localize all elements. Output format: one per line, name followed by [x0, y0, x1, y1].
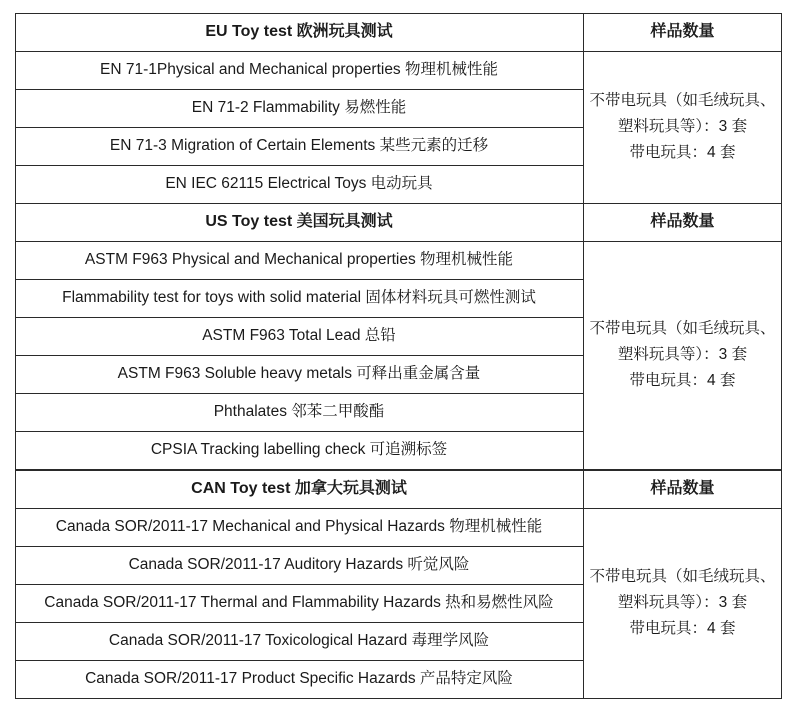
quantity-header: 样品数量: [650, 23, 715, 40]
section-bottom-border: [15, 698, 782, 699]
quantity-line: 带电玩具：4 套: [629, 144, 736, 161]
quantity-line: 塑料玩具等）：3 套: [617, 118, 748, 135]
test-item: ASTM F963 Physical and Mechanical properties 物理机械性能: [84, 251, 514, 269]
row-divider: [15, 508, 583, 509]
toy-test-table: [15, 13, 782, 701]
row-divider: [15, 51, 583, 52]
quantity-header: 样品数量: [650, 213, 715, 230]
column-divider: [583, 203, 584, 469]
test-item: ASTM F963 Soluble heavy metals 可释出重金属含量: [117, 365, 481, 383]
section-top-border: [15, 203, 782, 204]
test-item: ASTM F963 Total Lead 总铅: [202, 327, 396, 345]
row-divider: [15, 584, 583, 585]
row-divider: [15, 165, 583, 166]
sample-quantity: [583, 241, 782, 469]
column-divider: [583, 13, 584, 203]
left-border: [15, 203, 16, 469]
section-top-border: [15, 13, 782, 14]
row-divider: [15, 660, 583, 661]
row-divider: [15, 622, 583, 623]
test-item: Canada SOR/2011-17 Auditory Hazards 听觉风险: [128, 556, 470, 574]
row-divider: [15, 393, 583, 394]
test-item: CPSIA Tracking labelling check 可追溯标签: [150, 441, 448, 459]
header-bottom-border: [583, 508, 782, 509]
sample-quantity: [583, 51, 782, 203]
quantity-line: 带电玩具：4 套: [629, 372, 736, 389]
quantity-text: [589, 88, 775, 166]
quantity-line: 不带电玩具（如毛绒玩具、: [589, 92, 776, 109]
header-bottom-border: [583, 241, 782, 242]
right-border: [781, 13, 782, 203]
row-divider: [15, 89, 583, 90]
row-divider: [15, 355, 583, 356]
header-bottom-border: [583, 51, 782, 52]
quantity-line: 塑料玩具等）：3 套: [617, 346, 748, 363]
row-divider: [15, 241, 583, 242]
test-item: EN IEC 62115 Electrical Toys 电动玩具: [165, 175, 433, 193]
row-divider: [15, 546, 583, 547]
right-border: [781, 470, 782, 698]
test-item: Canada SOR/2011-17 Toxicological Hazard 毒理学风险: [108, 632, 490, 650]
row-divider: [15, 279, 583, 280]
test-item: Canada SOR/2011-17 Thermal and Flammability Hazards 热和易燃性风险: [44, 594, 554, 612]
quantity-line: 塑料玩具等）：3 套: [617, 594, 748, 611]
row-divider: [15, 127, 583, 128]
test-item: Flammability test for toys with solid material 固体材料玩具可燃性测试: [62, 289, 536, 307]
test-item: Canada SOR/2011-17 Mechanical and Physical Hazards 物理机械性能: [55, 518, 543, 536]
left-border: [15, 470, 16, 698]
section-title: CAN Toy test 加拿大玩具测试: [191, 480, 407, 497]
quantity-line: 不带电玩具（如毛绒玩具、: [589, 320, 776, 337]
quantity-line: 不带电玩具（如毛绒玩具、: [589, 568, 776, 585]
test-item: EN 71-3 Migration of Certain Elements 某些元素的迁移: [109, 137, 489, 155]
section-title: EU Toy test 欧洲玩具测试: [205, 23, 393, 40]
quantity-text: [589, 316, 775, 394]
right-border: [781, 203, 782, 469]
row-divider: [15, 431, 583, 432]
test-item: EN 71-1Physical and Mechanical properties 物理机械性能: [100, 61, 498, 79]
test-item: Phthalates 邻苯二甲酸酯: [213, 403, 385, 421]
quantity-text: [589, 564, 775, 642]
quantity-header: 样品数量: [650, 480, 715, 497]
test-item: EN 71-2 Flammability 易燃性能: [191, 99, 407, 117]
left-border: [15, 13, 16, 203]
row-divider: [15, 317, 583, 318]
column-divider: [583, 470, 584, 698]
section-title: US Toy test 美国玩具测试: [205, 213, 393, 230]
quantity-line: 带电玩具：4 套: [629, 620, 736, 637]
sample-quantity: [583, 508, 782, 698]
section-top-border: [15, 470, 782, 471]
test-item: Canada SOR/2011-17 Product Specific Hazards 产品特定风险: [85, 670, 513, 688]
